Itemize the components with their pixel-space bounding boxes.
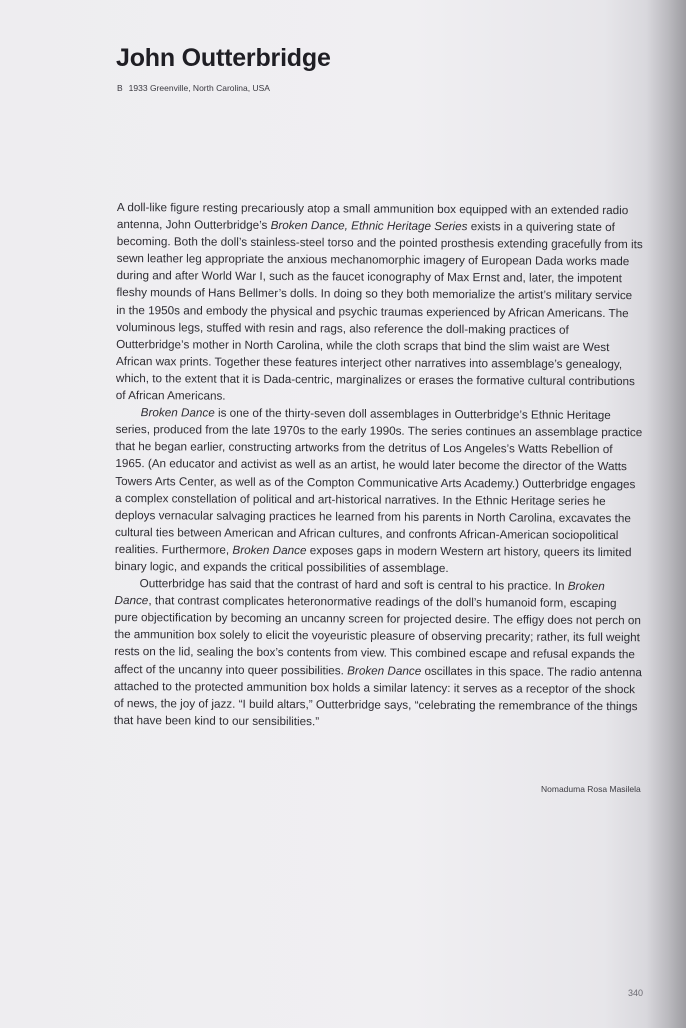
artwork-title: Broken Dance, Ethnic Heritage Series bbox=[270, 219, 468, 234]
essay-body bbox=[114, 199, 645, 732]
essay-paragraph bbox=[116, 199, 645, 407]
paragraph-run: A doll-like figure resting precariously atop a small ammunition box equipped with an extended radio antenna, John Outterbridge’s bbox=[116, 200, 629, 233]
artwork-title: Broken Dance bbox=[232, 543, 307, 558]
author-credit: Nomaduma Rosa Masilela bbox=[541, 784, 641, 794]
artwork-title: Broken Dance bbox=[347, 663, 422, 678]
paragraph-run: oscillates in this space. The radio antenna attached to the protected ammunition box holds a similar latency: it serves as a receptor of the shock of news, the joy of jazz. “I build altars,” Outterbridge says, “celebrating the remembrance of the things that have been kind to our sensibilities.” bbox=[113, 664, 642, 729]
paragraph-run: is one of the thirty-seven doll assemblages in Outterbridge’s Ethnic Heritage series, produced from the late 1970s to the early 1990s. The series continues an assemblage practice that he began earlier, constructing artworks from the detritus of Los Angeles’s Watts Rebellion of 1965. (An educator and activist as well as an artist, he would later become the director of the Watts Towers Arts Center, as well as of the Compton Communicative Arts Academy.) Outterbridge engages a complex constellation of political and art-historical narratives. In the Ethnic Heritage series he deploys vernacular salvaging practices he learned from his parents in North Carolina, excavates the cultural ties between American and African cultures, and confronts African-American sociopolitical realities. Furthermore, bbox=[114, 406, 643, 557]
artwork-title: Broken Dance bbox=[140, 406, 215, 420]
birth-details: 1933 Greenville, North Carolina, USA bbox=[128, 83, 270, 93]
page-edge-shadow bbox=[646, 0, 686, 1028]
paragraph-run: exposes gaps in modern Western art history, queers its limited binary logic, and expands the critical possibilities of assemblage. bbox=[114, 544, 632, 576]
birth-info bbox=[117, 83, 270, 93]
artwork-title: Broken Dance bbox=[114, 579, 605, 608]
essay-paragraph bbox=[115, 404, 644, 578]
page-number: 340 bbox=[628, 988, 644, 998]
paragraph-run: exists in a quivering state of becoming. Both the doll’s stainless-steel torso and the pointed prosthesis extending gracefully from its sewn leather leg appropriate the anxious mechanomorphic imagery of European Dada works made during and after World War I, such as the faucet iconography of Max Ernst and, later, the impotent fleshy mounds of Hans Bellmer’s dolls. In doing so they both memorialize the artist’s military service in the 1950s and embody the physical and psychic traumas experienced by African Americans. The voluminous legs, stuffed with resin and rags, also reference the doll-making practices of Outterbridge’s mother in North Carolina, while the cloth scraps that bind the slim waist are West African wax prints. Together these features interject other narratives into assemblage’s genealogy, which, to the extent that it is Dada-centric, marginalizes or erases the formative cultural contributions of African Americans. bbox=[115, 220, 643, 403]
birth-marker: B bbox=[117, 83, 123, 93]
paragraph-run: , that contrast complicates heteronormative readings of the doll’s humanoid form, escaping pure objectification by becoming an uncanny screen for projected desire. The effigy does not perch on the ammunition box solely to elicit the voyeuristic pleasure of observing precarity; rather, its full weight rests on the lid, sealing the box’s contents from view. This combined escape and refusal expands the affect of the uncanny into queer possibilities. bbox=[114, 594, 641, 677]
artist-name-heading: John Outterbridge bbox=[116, 44, 331, 72]
paragraph-run: Outterbridge has said that the contrast of hard and soft is central to his practice. In bbox=[139, 577, 568, 593]
essay-paragraph bbox=[114, 575, 643, 732]
